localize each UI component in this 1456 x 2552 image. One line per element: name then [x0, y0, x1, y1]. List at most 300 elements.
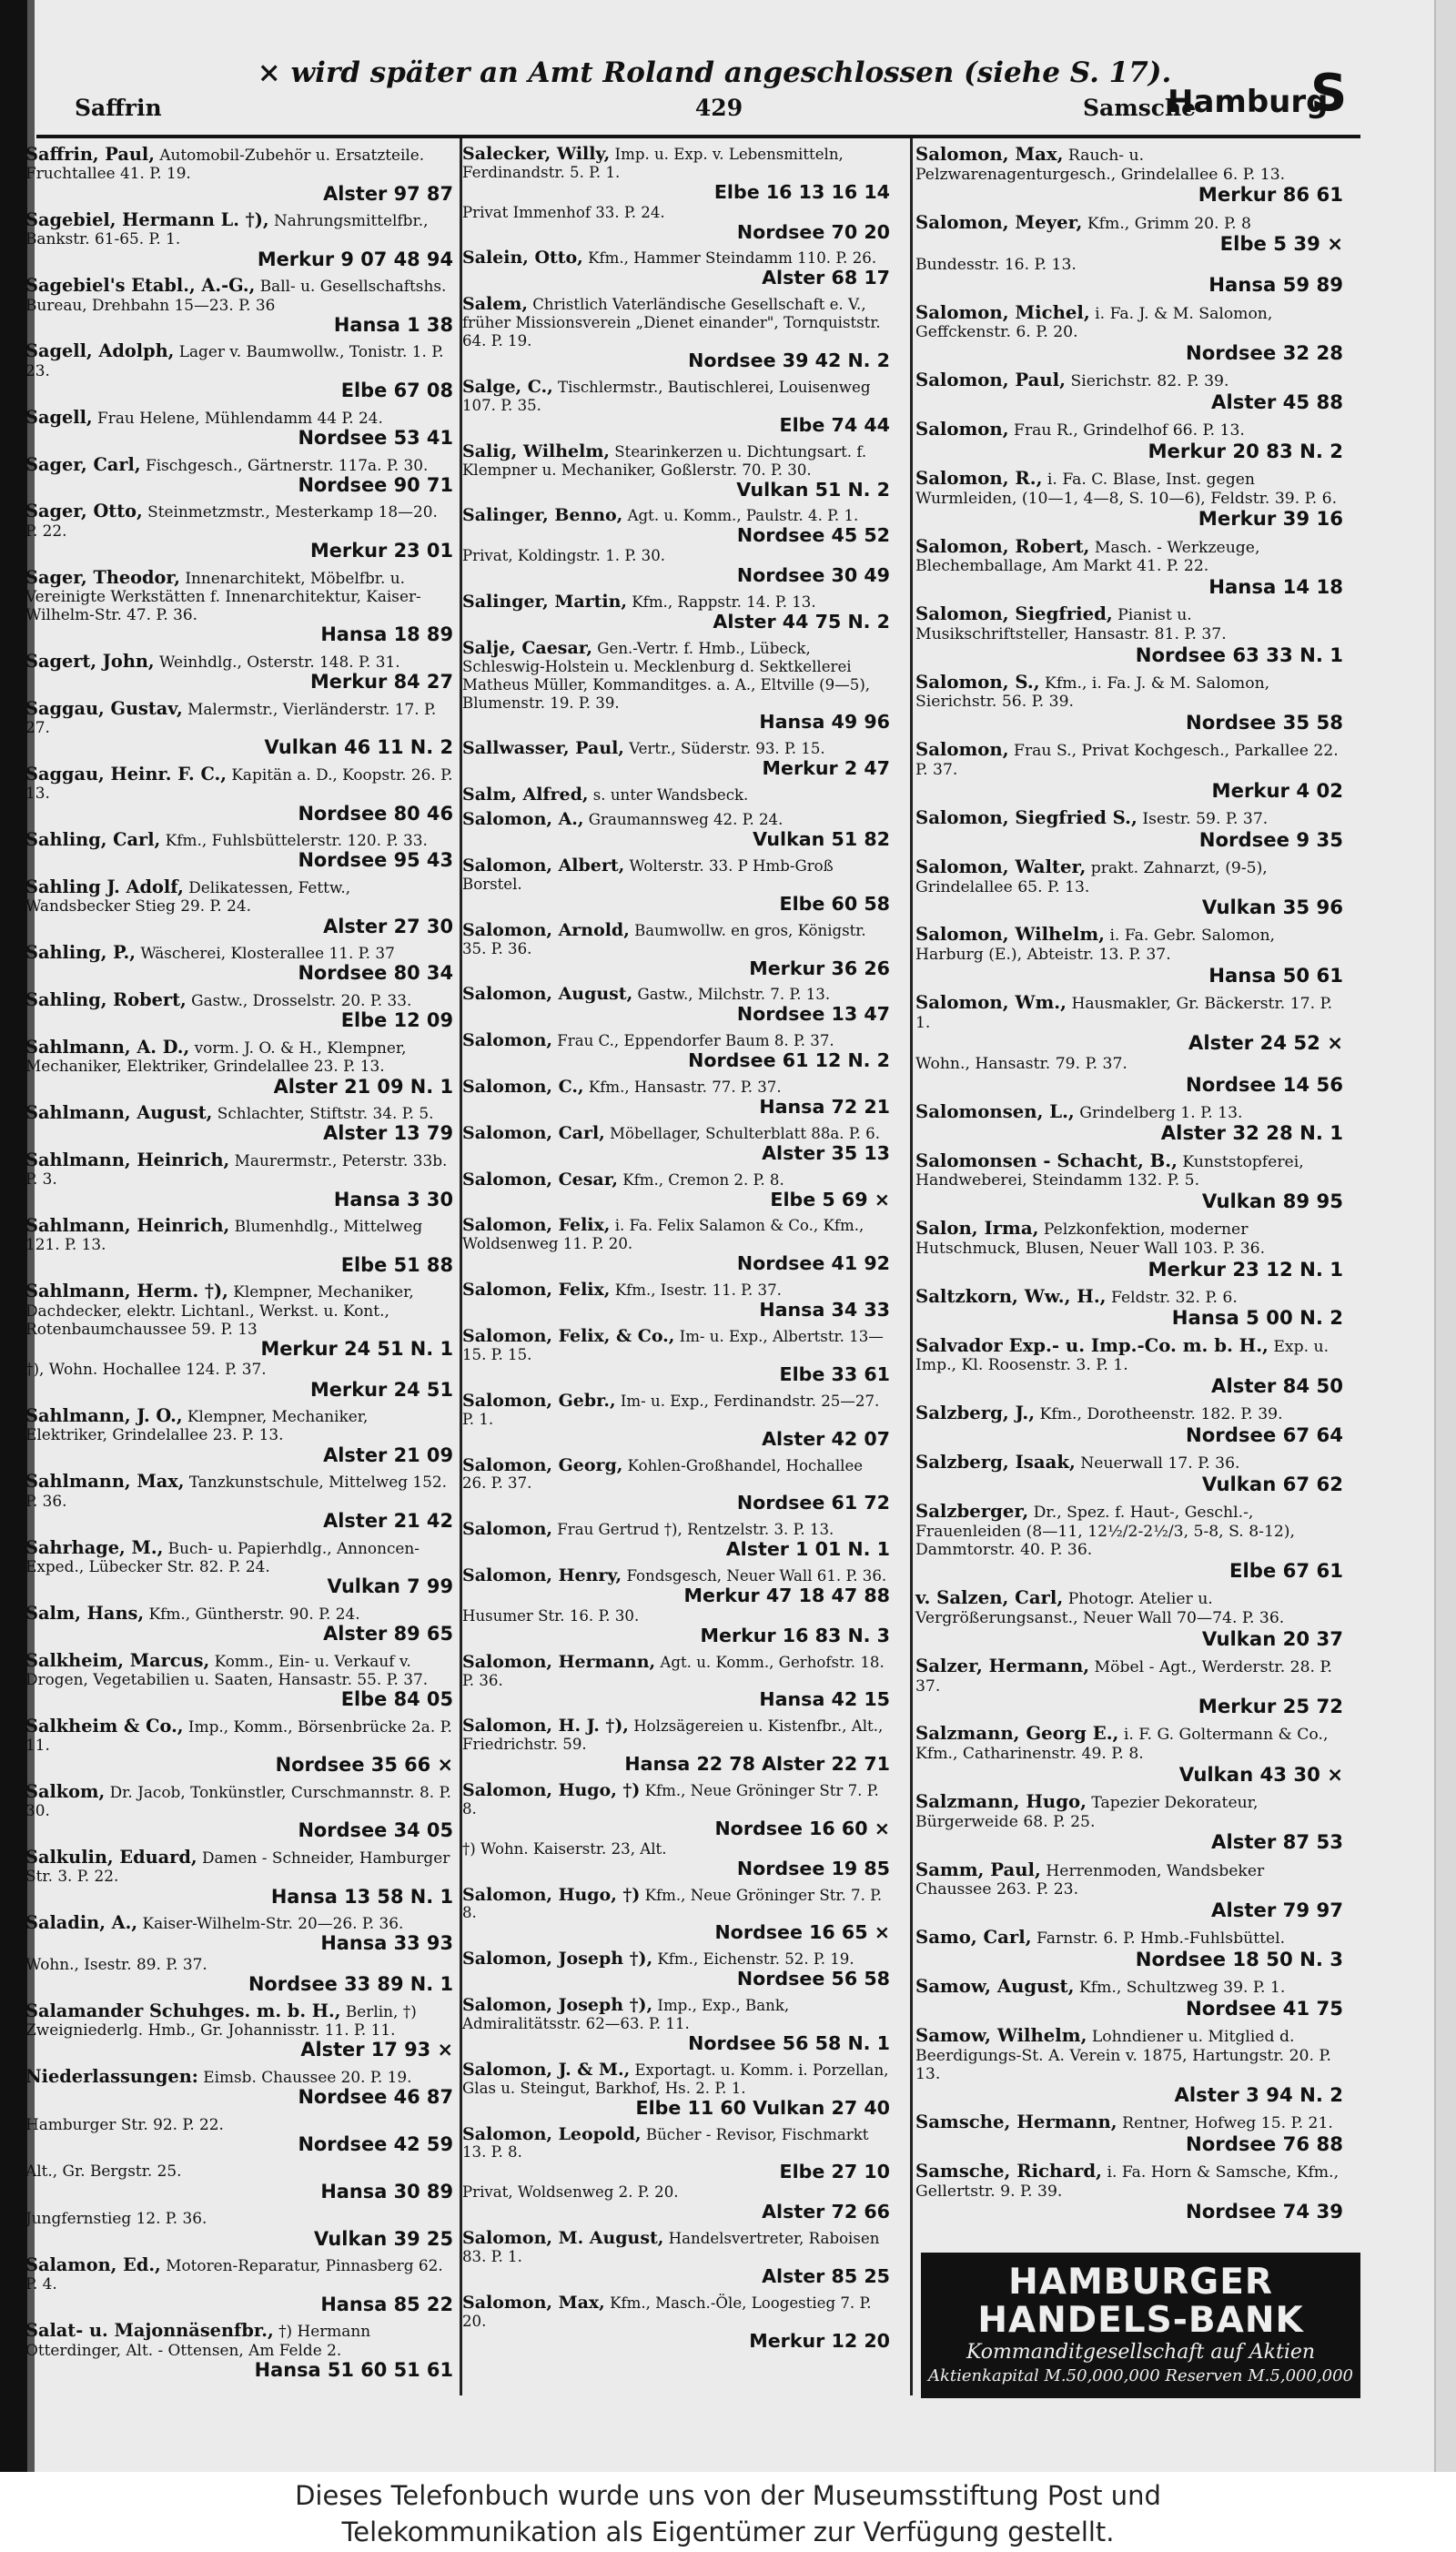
listing-name: Salm, Hans,: [25, 1602, 145, 1624]
listing-details: Schlachter, Stiftstr. 34. P. 5.: [217, 1104, 434, 1123]
phone-number: Vulkan 67 62: [1201, 1472, 1343, 1495]
phone-number: Vulkan 51 82: [753, 828, 890, 851]
listing-entry: [915, 301, 1343, 365]
phone-number: Nordsee 9 35: [1198, 827, 1343, 851]
phone-number: Hansa 72 21: [759, 1095, 890, 1118]
header-rule: [36, 135, 1360, 138]
listing-entry: [25, 453, 453, 496]
listing-details: i. Fa. Felix Salamon & Co., Kfm., Woldsenweg 11. P. 20.: [462, 1217, 864, 1253]
listing-details: Kunststopferei, Handweberei, Steindamm 132. P. 5.: [915, 1152, 1304, 1190]
footer-credit: [0, 2472, 1456, 2552]
listing-name: Salkheim & Co.,: [25, 1715, 184, 1737]
phone-number: Merkur 47 18 47 88: [683, 1584, 890, 1606]
phone-number: Hansa 59 89: [1208, 273, 1343, 297]
phone-number: Alster 13 79: [323, 1122, 453, 1145]
listing-details: Fondsgesch, Neuer Wall 61. P. 36.: [626, 1567, 887, 1585]
listing-entry: [462, 2294, 890, 2353]
listing-name: Salomon, A.,: [462, 809, 584, 830]
footer-line-2: Telekommunikation als Eigentümer zur Verfügung gestellt.: [341, 2517, 1115, 2547]
listing-name: Salomon, Meyer,: [915, 211, 1083, 233]
phone-number: Hansa 5 00 N. 2: [1171, 1306, 1343, 1330]
phone-number: Alster 21 09: [323, 1443, 453, 1466]
listing-name: Salomon,: [462, 1030, 552, 1051]
listing-details: Kfm., Eichenstr. 52. P. 19.: [657, 1950, 854, 1969]
listing-details: Buch- u. Papierhdlg., Annoncen-Exped., Lübecker Str. 82. P. 24.: [25, 1538, 420, 1575]
listing-name: Salomon, August,: [462, 984, 633, 1005]
listing-entry: [915, 991, 1343, 1096]
listing-entry: [462, 296, 890, 372]
listing-details: Delikatessen, Fettw., Wandsbecker Stieg 29. P. 24.: [25, 878, 351, 916]
listing-details: vorm. J. O. & H., Klempner, Mechaniker, Elektriker, Grindelallee 23. P. 13.: [25, 1038, 407, 1076]
phone-number: Hansa 33 93: [320, 1932, 453, 1955]
phone-number: Elbe 84 05: [340, 1688, 453, 1711]
listing-details: Kfm., Masch.-Öle, Loogestieg 7. P. 20.: [462, 2294, 872, 2330]
listing-name: Salomon, S.,: [915, 671, 1040, 693]
listing-entry: [915, 1503, 1343, 1583]
listing-name: Salomon, Wm.,: [915, 991, 1067, 1013]
listing-details: Pelzkonfektion, moderner Hutschmuck, Blusen, Neuer Wall 103. P. 36.: [915, 1220, 1266, 1258]
listing-name: Salomon, Felix,: [462, 1215, 611, 1236]
listing-details: Imp. u. Exp. v. Lebensmitteln, Ferdinandstr. 5. P. 1.: [462, 146, 844, 181]
listing-entry: [25, 342, 453, 401]
phone-number: Elbe 5 69 ×: [770, 1188, 890, 1210]
listing-name: Salm, Alfred,: [462, 785, 589, 805]
listing-entry: [462, 811, 890, 851]
listing-extra-address: Privat, Woldsenweg 2. P. 20.: [462, 2183, 679, 2202]
listing-name: Salvador Exp.- u. Imp.-Co. m. b. H.,: [915, 1334, 1269, 1356]
listing-details: Kfm., Neue Gröninger Str. 7. P. 8.: [462, 1886, 883, 1922]
listing-entry: [462, 507, 890, 586]
listing-entry: [25, 1151, 453, 1210]
listing-details: Kfm., Schultzweg 39. P. 1.: [1078, 1979, 1286, 1998]
page-edge: [1434, 0, 1456, 2472]
listing-name: Salzer, Hermann,: [915, 1655, 1090, 1676]
listing-name: Sager, Carl,: [25, 453, 141, 475]
listing-details: Berlin, †) Zweigniederlg. Hmb., Gr. Johannisstr. 11. P. 11.: [25, 2001, 417, 2039]
listing-name: Salkheim, Marcus,: [25, 1649, 210, 1671]
phone-number: Nordsee 35 66 ×: [275, 1754, 453, 1777]
listing-details: Masch. - Werkzeuge, Blechemballage, Am Markt 41. P. 22.: [915, 538, 1260, 576]
listing-entry: [25, 831, 453, 871]
listing-name: Samo, Carl,: [915, 1927, 1032, 1949]
phone-number: Nordsee 30 49: [736, 564, 890, 587]
phone-number: Alster 87 53: [1211, 1830, 1343, 1854]
listing-details: Pianist u. Musikschriftsteller, Hansastr. 81. P. 37.: [915, 606, 1227, 643]
listing-details: i. Fa. J. & M. Salomon, Geffckenstr. 6. P. 20.: [915, 304, 1273, 342]
listing-entry: [25, 1717, 453, 1777]
listing-details: Tapezier Dekorateur, Bürgerweide 68. P. 25.: [915, 1794, 1259, 1831]
listing-name: Sager, Otto,: [25, 501, 143, 522]
listing-entry: [25, 277, 453, 336]
column-2: [462, 146, 890, 2358]
listing-name: Salomon, Albert,: [462, 855, 625, 876]
listing-name: Salein, Otto,: [462, 248, 583, 268]
phone-number: Merkur 4 02: [1211, 778, 1343, 802]
listing-details: Automobil-Zubehör u. Ersatzteile. Fruchtallee 41. P. 19.: [25, 146, 425, 183]
listing-name: Sagert, John,: [25, 650, 155, 672]
phone-number: Elbe 60 58: [779, 892, 890, 915]
phone-number: Hansa 30 89: [320, 2180, 453, 2203]
listing-entry: [25, 1649, 453, 1711]
listing-name: Salomon, Michel,: [915, 301, 1090, 323]
phone-number: Nordsee 39 42 N. 2: [688, 349, 890, 372]
phone-number: Alster 1 01 N. 1: [725, 1538, 890, 1561]
listing-details: Blumenhdlg., Mittelweg 121. P. 13.: [25, 1217, 423, 1254]
listing-entry: [915, 1858, 1343, 1922]
listing-details: Kfm., Fuhlsbüttelerstr. 120. P. 33.: [165, 831, 428, 850]
phone-number: Hansa 85 22: [320, 2293, 453, 2315]
phone-number: Merkur 24 51: [309, 1378, 453, 1401]
listing-details: prakt. Zahnarzt, (9-5), Grindelallee 65. P. 13.: [915, 858, 1268, 896]
listing-entry: [915, 1334, 1343, 1398]
phone-number: Elbe 16 13 16 14: [713, 180, 890, 203]
phone-number: Nordsee 16 60 ×: [714, 1817, 890, 1839]
ad-line-4: Aktienkapital M.50,000,000 Reserven M.5,000,000: [927, 2366, 1354, 2385]
listing-details: Damen - Schneider, Hamburger Str. 3. P. 22.: [25, 1848, 450, 1886]
listing-entry: [462, 1281, 890, 1322]
listing-details: Maurermstr., Peterstr. 33b. P. 3.: [25, 1150, 448, 1189]
phone-number: Nordsee 42 59: [298, 2132, 453, 2155]
listing-entry: [915, 858, 1343, 919]
listing-details: Kfm., Isestr. 11. P. 37.: [614, 1281, 782, 1300]
phone-number: Alster 72 66: [762, 2201, 890, 2223]
listing-entry: [462, 1884, 890, 1945]
listing-name: Salomon, Arnold,: [462, 919, 630, 940]
listing-name: Salzberg, Isaak,: [915, 1452, 1076, 1473]
listing-entry: [915, 371, 1343, 413]
phone-number: Merkur 20 83 N. 2: [1148, 439, 1343, 462]
listing-entry: [462, 637, 890, 734]
listing-entry: [915, 1657, 1343, 1718]
phone-number: Merkur 12 20: [749, 2329, 890, 2352]
listing-details: Frau S., Privat Kochgesch., Parkallee 22. P. 37.: [915, 742, 1339, 780]
listing-name: Sahlmann, Heinrich,: [25, 1215, 230, 1237]
phone-number: Nordsee 70 20: [736, 220, 890, 243]
listing-name: Salomon, Wilhelm,: [915, 924, 1105, 946]
header-notice: × wird später an Amt Roland angeschlossen (siehe S. 17).: [257, 56, 1172, 89]
phone-number: Hansa 22 78 Alster 22 71: [624, 1753, 890, 1776]
listing-name: Salomon, Max,: [915, 144, 1064, 165]
listing-details: Farnstr. 6. P. Hmb.-Fuhlsbüttel.: [1036, 1929, 1286, 1949]
listing-details: Christlich Vaterländische Gesellschaft e. V., früher Missionsverein „Dienet einander", Tornquiststr. 64. P. 19.: [462, 296, 881, 350]
listing-entry: [915, 1793, 1343, 1854]
listing-details: Jungfernstieg 12. P. 36.: [25, 2209, 207, 2228]
header-last-word: Samsche: [1083, 95, 1197, 121]
listing-name: Salomonsen, L.,: [915, 1100, 1075, 1122]
listing-name: Salomon, R.,: [915, 468, 1043, 490]
listing-name: Sahling, P.,: [25, 942, 136, 964]
phone-number: Merkur 9 07 48 94: [257, 248, 453, 270]
listing-name: Salamander Schuhges. m. b. H.,: [25, 2000, 341, 2021]
phone-number: Hansa 50 61: [1208, 963, 1343, 987]
listing-details: Holzsägereien u. Kistenfbr., Alt., Friedrichstr. 59.: [462, 1717, 884, 1754]
listing-name: Salecker, Willy,: [462, 144, 611, 164]
listing-details: Stearinkerzen u. Dichtungsart. f. Klempner u. Mechaniker, Goßlerstr. 70. P. 30.: [462, 442, 867, 479]
listing-entry: [915, 1725, 1343, 1786]
listing-entry: [25, 1602, 453, 1645]
listing-name: Sager, Theodor,: [25, 566, 180, 588]
listing-entry: [25, 650, 453, 694]
listing-name: Sagell, Adolph,: [25, 340, 175, 362]
phone-number: Elbe 67 61: [1229, 1559, 1343, 1583]
phone-number: Vulkan 35 96: [1201, 896, 1343, 919]
listing-entry: [462, 1454, 890, 1515]
listing-entry: [25, 1104, 453, 1144]
phone-number: Nordsee 67 64: [1186, 1423, 1343, 1446]
phone-number: Alster 3 94 N. 2: [1174, 2082, 1343, 2106]
phone-number: Merkur 16 83 N. 3: [700, 1624, 890, 1646]
listing-entry: [462, 986, 890, 1026]
phone-number: Hansa 18 89: [320, 623, 453, 646]
listing-entry: [462, 740, 890, 780]
listing-name: Salem,: [462, 294, 528, 315]
listing-name: Salomon, M. August,: [462, 2227, 664, 2248]
listing-entry: [462, 1521, 890, 1561]
listing-name: Salomon, Robert,: [915, 535, 1090, 557]
listing-entry: [462, 376, 890, 437]
listing-extra-address: Bundesstr. 16. P. 13.: [915, 255, 1077, 274]
listing-details: †) Hermann Otterdinger, Alt. - Ottensen, Am Felde 2.: [25, 2322, 371, 2359]
listing-name: Salomon, Joseph †),: [462, 1949, 653, 1970]
ad-line-3: Kommanditgesellschaft auf Aktien: [966, 2341, 1316, 2364]
listing-name: Samow, Wilhelm,: [915, 2025, 1087, 2047]
listing-details: Vertr., Süderstr. 93. P. 15.: [629, 740, 825, 758]
listing-details: Frau R., Grindelhof 66. P. 13.: [1014, 421, 1245, 441]
listing-name: Samsche, Richard,: [915, 2161, 1102, 2182]
listing-name: Salomon, Siegfried,: [915, 603, 1113, 625]
listing-details: Imp., Exp., Bank, Admiralitätsstr. 62—63. P. 11.: [462, 1997, 790, 2032]
listing-name: Salomon, Felix, & Co.,: [462, 1326, 675, 1347]
listing-details: Grindelberg 1. P. 13.: [1079, 1103, 1243, 1122]
listing-details: Graumannsweg 42. P. 24.: [588, 811, 784, 829]
ad-line-1: HAMBURGER: [1008, 2262, 1273, 2303]
listing-entry: [915, 1220, 1343, 1281]
phone-number: Hansa 51 60 51 61: [254, 2358, 453, 2381]
phone-number: Alster 79 97: [1211, 1898, 1343, 1921]
phone-number: Alster 44 75 N. 2: [713, 610, 890, 633]
listing-entry: [25, 2322, 453, 2381]
listing-entry: [25, 1217, 453, 1276]
listing-name: Salomon, Paul,: [915, 370, 1066, 391]
listing-details: Weinhdlg., Osterstr. 148. P. 31.: [159, 652, 400, 671]
phone-number: Nordsee 16 65 ×: [714, 1921, 890, 1944]
phone-number: Merkur 23 01: [309, 539, 453, 562]
listing-entry: [462, 1032, 890, 1072]
listing-details: Tischlermstr., Bautischlerei, Louisenweg 107. P. 35.: [462, 378, 871, 414]
listing-details: Rauch- u. Pelzwarenagenturgesch., Grindelallee 6. P. 13.: [915, 147, 1286, 184]
phone-number: Elbe 11 60 Vulkan 27 40: [635, 2096, 890, 2119]
listing-details: Gen.-Vertr. f. Hmb., Lübeck, Schleswig-Holstein u. Mecklenburg d. Sektkellerei Matheus Müller, Kommanditges. a. A., Eltville (9—5), Blumenstr. 19. P. 39.: [462, 639, 871, 712]
phone-number: Nordsee 95 43: [298, 849, 453, 872]
listing-details: Kfm., Grimm 20. P. 8: [1087, 214, 1251, 233]
listing-entry: [25, 211, 453, 270]
listing-details: Gastw., Milchstr. 7. P. 13.: [637, 986, 831, 1004]
listing-details: i. F. G. Goltermann & Co., Kfm., Catharinenstr. 49. P. 8.: [915, 1726, 1329, 1764]
listing-entry: [915, 420, 1343, 462]
listing-details: Kfm., Rappstr. 14. P. 13.: [632, 592, 816, 611]
listing-entry: [25, 566, 453, 646]
listing-name: Salomon,: [915, 739, 1009, 761]
listing-name: Sallwasser, Paul,: [462, 738, 624, 759]
phone-number: Hansa 42 15: [759, 1688, 890, 1711]
listing-details: Agt. u. Komm., Paulstr. 4. P. 1.: [627, 507, 859, 525]
listing-details: Kapitän a. D., Koopstr. 26. P. 13.: [25, 765, 453, 803]
listing-name: Niederlassungen:: [25, 2065, 198, 2087]
listing-details: Kfm., Dorotheenstr. 182. P. 39.: [1039, 1405, 1283, 1424]
listing-name: Salomon, Siegfried S.,: [915, 806, 1138, 828]
listing-name: Sahlmann, Herm. †),: [25, 1281, 228, 1302]
listing-details: Fischgesch., Gärtnerstr. 117a. P. 30.: [145, 455, 429, 474]
listing-details: Möbel - Agt., Werderstr. 28. P. 37.: [915, 1657, 1332, 1696]
listing-entry: [462, 857, 890, 916]
phone-number: Merkur 24 51 N. 1: [260, 1338, 453, 1361]
phone-number: Nordsee 19 85: [736, 1857, 890, 1879]
listing-name: Salomon, Hugo, †): [462, 1780, 641, 1801]
phone-number: Alster 97 87: [323, 182, 453, 205]
listing-entry: [462, 443, 890, 501]
listing-entry: [462, 1171, 890, 1211]
listing-name: Sahlmann, Heinrich,: [25, 1149, 230, 1170]
phone-number: Elbe 51 88: [340, 1253, 453, 1276]
listing-name: Saffrin, Paul,: [25, 144, 155, 165]
listing-details: Komm., Ein- u. Verkauf v. Drogen, Vegetabilien u. Saaten, Hansastr. 55. P. 37.: [25, 1651, 429, 1688]
listing-entry: [25, 146, 453, 205]
phone-number: Nordsee 33 89 N. 1: [248, 1972, 453, 1995]
listing-entry: [462, 1079, 890, 1119]
listing-entry: [25, 406, 453, 449]
listing-name: Sagell,: [25, 406, 93, 428]
listing-extra-address: Husumer Str. 16. P. 30.: [462, 1606, 640, 1625]
listing-details: Klempner, Mechaniker, Dachdecker, elektr. Lichtanl., Werkst. u. Kont., Rotenbaumchaussee 59. P. 13: [25, 1282, 414, 1338]
listing-name: Salamon, Ed.,: [25, 2254, 161, 2276]
listing-entry: [462, 2061, 890, 2120]
listing-entry: [25, 1282, 453, 1401]
listing-details: Isestr. 59. P. 37.: [1142, 809, 1269, 828]
listing-entry: [915, 1978, 1343, 2020]
listing-details: Kfm., Hansastr. 77. P. 37.: [588, 1079, 782, 1097]
listing-entry: [462, 593, 890, 633]
listing-details: Bücher - Revisor, Fischmarkt 13. P. 8.: [462, 2125, 869, 2162]
listing-name: Salkulin, Eduard,: [25, 1847, 197, 1868]
listing-name: Saggau, Heinr. F. C.,: [25, 764, 227, 785]
listing-details: Kfm., Cremon 2. P. 8.: [622, 1170, 784, 1189]
listing-name: Sahlmann, J. O.,: [25, 1405, 183, 1427]
listing-name: Salig, Wilhelm,: [462, 441, 610, 461]
listing-name: Salon, Irma,: [915, 1218, 1039, 1240]
listing-details: Gastw., Drosselstr. 20. P. 33.: [191, 991, 412, 1010]
phone-number: Nordsee 63 33 N. 1: [1135, 643, 1343, 666]
phone-number: Alster 21 09 N. 1: [273, 1075, 453, 1098]
listing-details: Dr. Jacob, Tonkünstler, Curschmannstr. 8. P. 30.: [25, 1782, 451, 1820]
listing-name: Salomon, Cesar,: [462, 1169, 618, 1190]
phone-number: Nordsee 90 71: [298, 473, 453, 496]
listing-name: Sahling J. Adolf,: [25, 876, 184, 898]
listing-entry: [462, 2227, 890, 2288]
listing-details: Alt., Gr. Bergstr. 25.: [25, 2162, 182, 2181]
phone-number: Alster 17 93 ×: [300, 2039, 453, 2061]
listing-details: Herrenmoden, Wandsbeker Chaussee 263. P. 23.: [915, 1861, 1265, 1899]
listing-details: i. Fa. Gebr. Salomon, Harburg (E.), Abteistr. 13. P. 37.: [915, 927, 1275, 965]
listing-details: Hausmakler, Gr. Bäckerstr. 17. P. 1.: [915, 994, 1333, 1032]
listing-name: Sagebiel, Hermann L. †),: [25, 209, 269, 231]
phone-number: Elbe 74 44: [779, 413, 890, 436]
listing-entry: [25, 1038, 453, 1098]
phone-number: Hansa 3 30: [333, 1188, 453, 1210]
phone-number: Nordsee 35 58: [1186, 711, 1343, 734]
listing-extra-address: Privat, Koldingstr. 1. P. 30.: [462, 547, 666, 565]
listing-entry: [25, 697, 453, 759]
listing-entry: [915, 146, 1343, 207]
phone-number: Nordsee 80 46: [298, 802, 453, 825]
phone-number: Alster 32 28 N. 1: [1160, 1121, 1343, 1145]
listing-name: Salzmann, Georg E.,: [915, 1723, 1119, 1745]
listing-name: Sahling, Robert,: [25, 989, 187, 1011]
listing-name: Salomon, Walter,: [915, 856, 1087, 877]
listing-name: Salomon, Felix,: [462, 1280, 611, 1301]
listing-name: Salomon, Henry,: [462, 1565, 622, 1586]
listing-details: Photogr. Atelier u. Vergrößerungsanst., Neuer Wall 70—74. P. 36.: [915, 1590, 1285, 1627]
phone-number: Alster 89 65: [323, 1622, 453, 1645]
listing-details: Handelsvertreter, Raboisen 83. P. 1.: [462, 2229, 880, 2265]
listing-details: Kaiser-Wilhelm-Str. 20—26. P. 36.: [142, 1914, 404, 1933]
listing-name: Sagebiel's Etabl., A.-G.,: [25, 275, 256, 297]
listing-entry: [915, 1929, 1343, 1970]
listing-entry: [915, 2027, 1343, 2107]
phone-number: Nordsee 74 39: [1186, 2200, 1343, 2223]
listing-details: Nahrungsmittelfbr., Bankstr. 61-65. P. 1.: [25, 211, 429, 248]
listing-extra-address: Wohn., Hansastr. 79. P. 37.: [915, 1054, 1127, 1073]
listing-entry: [915, 1404, 1343, 1446]
listing-name: Salzberg, J.,: [915, 1403, 1036, 1424]
phone-number: Nordsee 76 88: [1186, 2132, 1343, 2155]
listing-entry: [25, 1473, 453, 1532]
listing-details: Tanzkunstschule, Mittelweg 152. P. 36.: [25, 1473, 448, 1510]
listing-details: Hamburger Str. 92. P. 22.: [25, 2114, 224, 2133]
listing-name: Salomon,: [462, 1519, 552, 1540]
listing-entry: [462, 1782, 890, 1879]
phone-number: Vulkan 39 25: [313, 2227, 453, 2250]
listing-name: Salomon, C.,: [462, 1077, 584, 1098]
phone-number: Hansa 49 96: [759, 711, 890, 734]
listing-entry: [462, 1651, 890, 1712]
listing-extra-address: †), Wohn. Hochallee 124. P. 37.: [25, 1360, 267, 1379]
bank-advertisement: [921, 2253, 1360, 2398]
listing-entry: [25, 2115, 453, 2155]
phone-number: Nordsee 56 58: [736, 1968, 890, 1990]
listing-name: Salinger, Benno,: [462, 505, 623, 526]
listing-entry: [915, 2113, 1343, 2155]
listing-details: Motoren-Reparatur, Pinnasberg 62. P. 4.: [25, 2256, 443, 2294]
listing-name: Salomon,: [915, 419, 1009, 441]
listing-details: Kfm., Güntherstr. 90. P. 24.: [148, 1604, 360, 1623]
listing-name: Salomon, H. J. †),: [462, 1716, 629, 1737]
phone-number: Vulkan 7 99: [327, 1575, 453, 1598]
listing-name: Salomon, Hermann,: [462, 1651, 656, 1672]
listing-entry: [462, 1392, 890, 1451]
listing-name: Salomonsen - Schacht, B.,: [915, 1149, 1178, 1171]
listing-entry: [25, 1780, 453, 1842]
listing-details: i. Fa. C. Blase, Inst. gegen Wurmleiden, (10—1, 4—8, S. 10—6), Feldstr. 39. P. 6.: [915, 471, 1338, 508]
phone-number: Vulkan 89 95: [1201, 1189, 1343, 1212]
phone-number: Alster 21 42: [323, 1509, 453, 1532]
listing-entry: [462, 2123, 890, 2223]
listing-name: Samm, Paul,: [915, 1858, 1041, 1880]
phone-number: Elbe 5 39 ×: [1219, 232, 1343, 256]
phone-number: Merkur 86 61: [1198, 183, 1343, 207]
listing-name: Salomon, Carl,: [462, 1122, 605, 1143]
header-letter: S: [1310, 64, 1348, 123]
listing-details: Dr., Spez. f. Haut-, Geschl.-, Frauenleiden (8—11, 12½/2-2½/3, 5-8, S. 8-12), Dammtorstr. 40. P. 36.: [915, 1504, 1295, 1560]
